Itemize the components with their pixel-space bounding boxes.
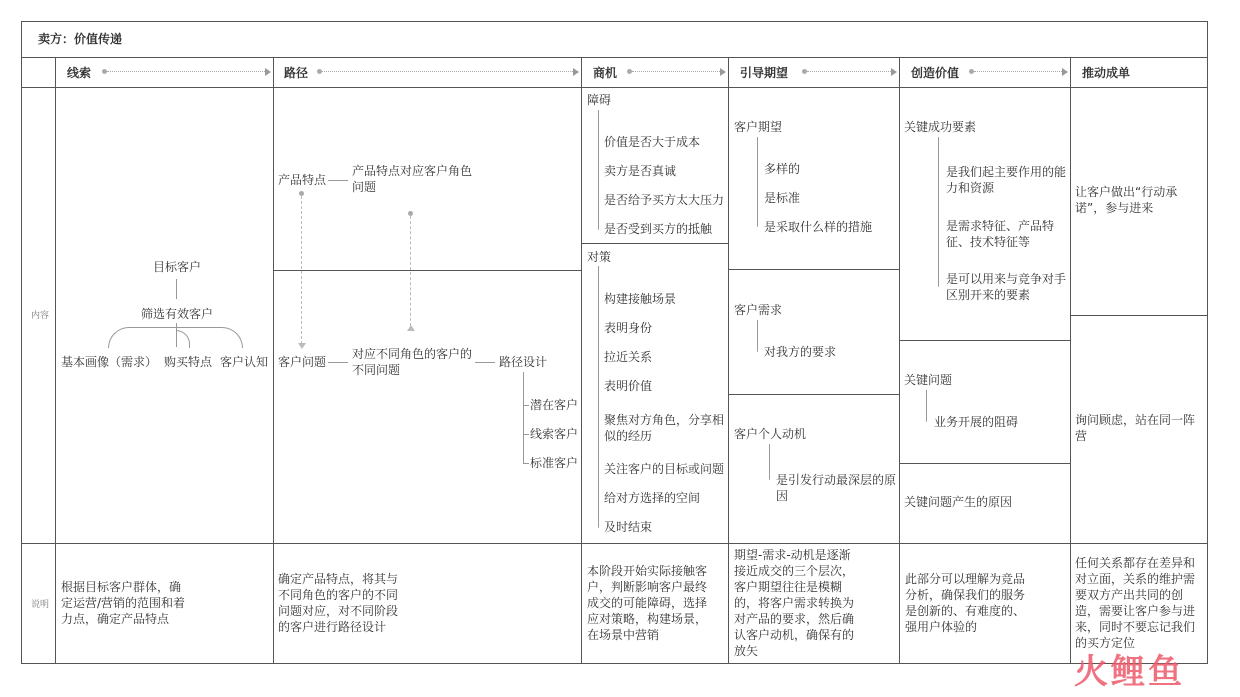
motive-title: 客户个人动机	[734, 427, 807, 441]
path-type: 潜在客户	[530, 398, 579, 412]
path-type: 标准客户	[530, 456, 579, 470]
note-cell: 确定产品特点，将其与不同角色的客户的不同问题对应，对不同阶段的客户进行路径设计	[278, 572, 399, 634]
strategy-item: 拉近关系	[604, 350, 653, 364]
strategy-item: 及时结束	[604, 520, 653, 534]
ksf-title: 关键成功要素	[904, 120, 977, 134]
close-commit: 让客户做出“行动承诺”，参与进来	[1075, 185, 1178, 215]
expect-item: 是标准	[764, 191, 801, 205]
strategy-item: 表明价值	[604, 379, 653, 393]
note-cell: 本阶段开始实际接触客户，判断影响客户最终成交的可能障碍，选择应对策略，构建场景，在场景中营销	[587, 564, 708, 642]
obstacle-item: 卖方是否真诚	[604, 164, 677, 178]
strategy-title: 对策	[587, 250, 612, 264]
strategy-item: 聚焦对方角色，分享相似的经历	[604, 413, 725, 443]
clue-leaf: 客户认知	[220, 355, 269, 369]
row-label-notes: 说明	[31, 600, 50, 610]
path-product-feature: 产品特点	[278, 173, 327, 187]
note-cell: 期望-需求-动机是逐渐接近成交的三个层次，客户期望往往是模糊的，将客户需求转换为对产品的要求，然后确认客户动机，确保有的放矢	[734, 548, 855, 658]
need-title: 客户需求	[734, 303, 783, 317]
obstacle-item: 价值是否大于成本	[604, 135, 701, 149]
strategy-item: 表明身份	[604, 321, 653, 335]
path-role-problem: 对应不同角色的客户的不同问题	[352, 347, 473, 377]
close-ask: 询问顾虑，站在同一阵营	[1075, 413, 1196, 443]
strategy-item: 构建接触场景	[604, 292, 677, 306]
page-title: 卖方：价值传递	[38, 32, 123, 46]
expect-title: 客户期望	[734, 120, 783, 134]
note-cell: 此部分可以理解为竞品分析，确保我们的服务是创新的、有难度的、强用户体验的	[905, 572, 1026, 634]
motive-item: 是引发行动最深层的原因	[776, 473, 897, 503]
obstacles-title: 障碍	[587, 93, 612, 107]
header-value: 创造价值	[911, 66, 960, 80]
path-product-feature-map: 产品特点对应客户角色问题	[352, 164, 473, 194]
ksf-item: 是需求特征、产品特征、技术特征等	[946, 219, 1055, 249]
need-item: 对我方的要求	[764, 345, 837, 359]
note-cell: 根据目标客户群体，确定运营/营销的范围和着力点，确定产品特点	[61, 580, 186, 626]
issue-item: 业务开展的阻碍	[934, 415, 1019, 429]
expect-item: 多样的	[764, 162, 801, 176]
note-cell: 任何关系都存在差异和对立面，关系的维护需要双方产出共同的创造，需要让客户参与进来，同时不要忘记我们的买方定位	[1075, 556, 1196, 650]
watermark-logo: 火鲤鱼	[1074, 652, 1185, 692]
header-close: 推动成单	[1082, 66, 1131, 80]
path-design: 路径设计	[499, 355, 548, 369]
issue-title: 关键问题	[904, 373, 953, 387]
header-path: 路径	[284, 66, 309, 80]
header-opportunity: 商机	[593, 66, 618, 80]
ksf-item: 是可以用来与竞争对手区别开来的要素	[946, 272, 1067, 302]
header-clue: 线索	[67, 66, 92, 80]
clue-leaf: 购买特点	[164, 355, 213, 369]
clue-leaf: 基本画像（需求）	[61, 355, 158, 369]
header-expectation: 引导期望	[740, 66, 789, 80]
obstacle-item: 是否受到买方的抵触	[604, 222, 713, 236]
cause-title: 关键问题产生的原因	[904, 495, 1013, 509]
strategy-item: 给对方选择的空间	[604, 491, 701, 505]
clue-filter: 筛选有效客户	[141, 307, 214, 321]
row-label-content: 内容	[31, 311, 50, 321]
clue-target: 目标客户	[153, 260, 202, 274]
strategy-item: 关注客户的目标或问题	[604, 462, 725, 476]
expect-item: 是采取什么样的措施	[764, 220, 873, 234]
obstacle-item: 是否给予买方太大压力	[604, 193, 725, 207]
ksf-item: 是我们起主要作用的能力和资源	[946, 165, 1067, 195]
path-customer-problem: 客户问题	[278, 355, 327, 369]
path-type: 线索客户	[530, 427, 579, 441]
